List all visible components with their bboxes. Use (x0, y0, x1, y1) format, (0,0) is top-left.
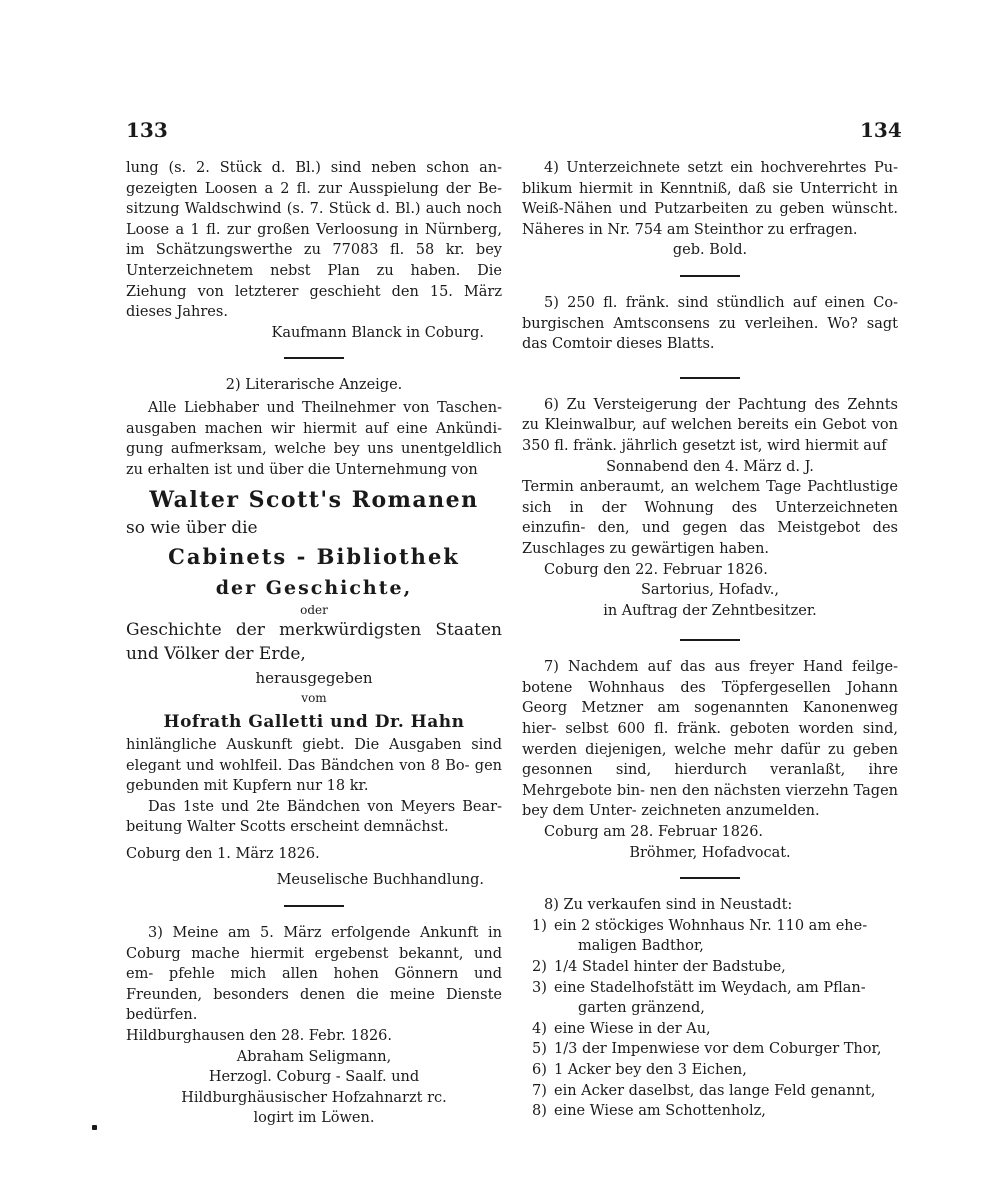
tithe-auction-date-line: Sonnabend den 4. März d. J. (606, 458, 814, 475)
so-wie-text: so wie über die (126, 518, 258, 539)
divider (680, 639, 740, 641)
tithe-auction-date: Coburg den 22. Februar 1826. (544, 561, 768, 578)
page-number-left: 133 (126, 118, 168, 142)
left-column (126, 158, 502, 1129)
literary-ad-date: Coburg den 1. März 1826. (126, 845, 320, 862)
list-item: 6) 1 Acker bey den 3 Eichen, (532, 1061, 747, 1078)
house-sale-signature: Bröhmer, Hofadvocat. (629, 844, 791, 861)
dentist-signature-1: Abraham Seligmann, (236, 1048, 392, 1065)
literary-ad-signature: Meuselische Buchhandlung. (276, 872, 484, 889)
dentist-signature-2: Herzogl. Coburg - Saalf. und (208, 1069, 420, 1086)
list-item: 2) 1/4 Stadel hinter der Badstube, (532, 959, 786, 975)
lottery-signature: Kaufmann Blanck in Coburg. (271, 324, 484, 341)
herausgegeben-text: herausgegeben (255, 669, 373, 688)
dentist-date: Hildburghausen den 28. Febr. 1826. (126, 1028, 393, 1045)
right-column (522, 158, 898, 1122)
literary-ad-body: hinlängliche Auskunft giebt. Die Ausgaben sind elegant und wohlfeil. Das Bändchen von 8 Bo- gen gebunden mit Kupfern nur 18 kr. (126, 736, 502, 795)
literary-ad-heading: 2) Literarische Anzeige. (225, 377, 403, 394)
divider (680, 275, 740, 277)
list-item: 5) 1/3 der Impenwiese vor dem Coburger Thor, (532, 1041, 882, 1058)
dentist-notice: 3) Meine am 5. März erfolgende Ankunft in Coburg mache hiermit ergebenst bekannt, und em- pfehle mich allen hohen Gönnern und Freunden, besonders denen die meine Dienste bedürfen. (126, 925, 502, 1024)
divider (680, 877, 740, 879)
vom-text: vom (301, 691, 327, 706)
margin-mark (92, 1125, 97, 1130)
house-sale-notice: 7) Nachdem auf das aus freyer Hand feilge- botene Wohnhaus des Töpfergesellen Johann Georg Metzner am sogenannten Kanonenweg hier- selbst 600 fl. fränk. geboten worden sind, werden diejenigen, welche mehr dafür zu geben gesonnen sind, hierdurch veranlaßt, ihre Mehrgebote bin- nen den nächsten vierzehn Tagen bey dem Unter- zeichneten anzumelden. (522, 659, 898, 820)
house-sale-date: Coburg am 28. Februar 1826. (544, 824, 764, 841)
title-scott-novels: Walter Scott's Romanen (149, 487, 479, 514)
literary-ad-body-2: Das 1ste und 2te Bändchen von Meyers Bear- beitung Walter Scotts erscheint demnächst. (126, 798, 502, 836)
sewing-lessons-signature: geb. Bold. (672, 242, 748, 259)
literary-ad-intro: Alle Liebhaber und Theilnehmer von Taschen- ausgaben machen wir hiermit auf eine Ankündi- gung aufmerksam, welche bey uns unentgeldlich zu erhalten ist und über die Unternehmung von (126, 399, 502, 478)
dentist-signature-4: logirt im Löwen. (253, 1110, 375, 1127)
oder-text: oder (300, 603, 328, 618)
dentist-signature-3: Hildburghäusischer Hofzahnarzt rc. (181, 1089, 447, 1106)
tithe-auction-signature-1: Sartorius, Hofadv., (641, 582, 779, 599)
title-history: der Geschichte, (215, 577, 413, 600)
list-item: 3) eine Stadelhofstätt im Weydach, am Pflan- garten gränzend, (532, 979, 866, 1017)
neustadt-sale-list (522, 916, 898, 1122)
lottery-notice: lung (s. 2. Stück d. Bl.) sind neben schon an- gezeigten Loosen a 2 fl. zur Ausspielung der Be- sitzung Waldschwind (s. 7. Stück d. Bl.) auch noch Loose a 1 fl. zur großen Verloosung in Nürnberg, im Schätzungswerthe zu 77083 fl. 58 kr. bey Unterzeichnetem nebst Plan zu haben. Die Ziehung von letzterer geschieht den 15. März dieses Jahres. (126, 160, 502, 321)
tithe-auction-signature-2: in Auftrag der Zehntbesitzer. (603, 602, 817, 619)
title-cabinet-library: Cabinets - Bibliothek (168, 544, 460, 570)
editors-line: Hofrath Galletti und Dr. Hahn (163, 712, 465, 733)
list-item: 8) eine Wiese am Schottenholz, (532, 1103, 766, 1120)
subtitle-states: Geschichte der merkwürdigsten Staaten und Völker der Erde, (126, 620, 502, 665)
list-item: 7) ein Acker daselbst, das lange Feld genannt, (532, 1082, 876, 1099)
tithe-auction-notice: 6) Zu Versteigerung der Pachtung des Zehnts zu Kleinwalbur, auf welchen bereits ein Gebot von 350 fl. fränk. jährlich gesetzt ist, wird hiermit auf (522, 396, 898, 454)
neustadt-sale-heading: 8) Zu verkaufen sind in Neustadt: (544, 897, 793, 914)
divider (284, 905, 344, 907)
divider (680, 377, 740, 379)
divider (284, 357, 344, 359)
page-number-right: 134 (860, 118, 902, 142)
tithe-auction-text-2: Termin anberaumt, an welchem Tage Pachtlustige sich in der Wohnung des Unterzeichneten einzufin- den, und gegen das Meistgebot des Zuschlages zu gewärtigen haben. (522, 479, 898, 557)
loan-notice: 5) 250 fl. fränk. sind stündlich auf einen Co- burgischen Amtsconsens zu verleihen. Wo? sagt das Comtoir dieses Blatts. (522, 294, 898, 353)
list-item: 1) ein 2 stöckiges Wohnhaus Nr. 110 am ehe- maligen Badthor, (532, 917, 868, 955)
sewing-lessons-notice: 4) Unterzeichnete setzt ein hochverehrtes Pu- blikum hiermit in Kenntniß, daß sie Unterricht in Weiß-Nähen und Putzarbeiten zu geben wünscht. Näheres in Nr. 754 am Steinthor zu erfragen. (522, 160, 898, 238)
list-item: 4) eine Wiese in der Au, (532, 1020, 711, 1037)
